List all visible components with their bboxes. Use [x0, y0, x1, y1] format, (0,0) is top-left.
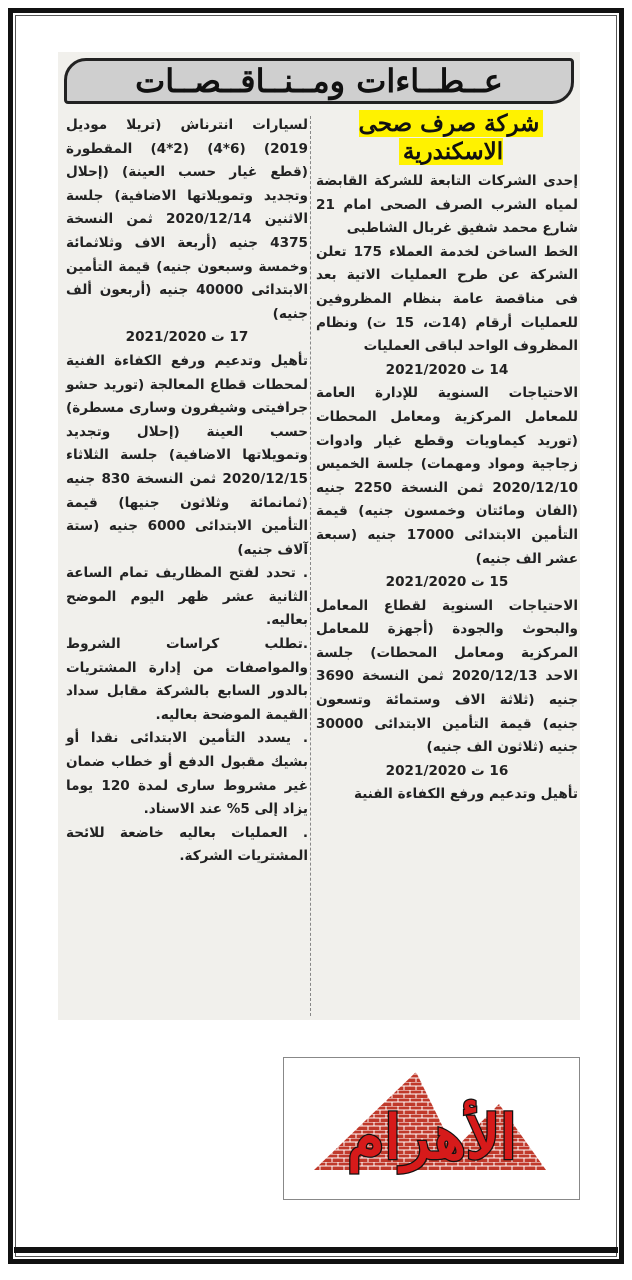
paragraph: . تحدد لفتح المظاريف تمام الساعة الثانية عشر ظهر اليوم الموضح بعاليه.	[66, 565, 308, 629]
company-heading	[346, 110, 556, 166]
paragraph: . يسدد التأمين الابتدائى نقدا أو بشيك مقبول الدفع أو خطاب ضمان غير مشروط سارى لمدة 120 يوما يزاد إلى 5% عند الاسناد.	[66, 730, 308, 818]
tender-number: 16 ت 2021/2020	[385, 762, 509, 779]
tender-number: 17 ت 2021/2020	[125, 329, 249, 346]
tender-number: 15 ت 2021/2020	[385, 574, 509, 591]
newspaper-clipping	[58, 52, 580, 1020]
bottom-rule	[14, 1247, 618, 1253]
tender-number: 14 ت 2021/2020	[385, 361, 509, 378]
logo-wordmark: الأهرام	[347, 1103, 517, 1173]
section-banner	[64, 58, 574, 104]
right-column	[316, 170, 578, 807]
paragraph: الاحتياجات السنوية للإدارة العامة للمعامل المركزية ومعامل المحطات (توريد كيماويات وقطع غيار وادوات زجاجية ومواد ومهمات) جلسة الخميس 2020/12/10 ثمن النسخة 2250 جنيه (الفان ومائتان وخمسون جنيه) قيمة التأمين الابتدائى 17000 جنيه (سبعة عشر الف جنيه)	[316, 385, 579, 567]
company-name: شركة صرف صحى الاسكندرية	[359, 110, 544, 165]
paragraph: تأهيل وتدعيم ورفع الكفاءة الفنية	[353, 786, 578, 803]
paragraph: . العمليات بعاليه خاضعة للائحة المشتريات الشركة.	[66, 824, 308, 865]
ahram-logo-box	[283, 1057, 580, 1200]
column-divider	[310, 116, 312, 1016]
paragraph: الخط الساخن لخدمة العملاء 175 تعلن الشركة عن طرح العمليات الاتية بعد فى مناقصة عامة بنظام المظروفين للعمليات أرقام (14ت، 15 ت) ونظام المظروف الواحد لباقى العمليات	[316, 243, 579, 355]
ahram-logo	[284, 1058, 579, 1199]
paragraph: إحدى الشركات التابعة للشركة القابضة لمياه الشرب الصرف الصحى امام 21 شارع محمد شفيق غربال الشاطبى	[316, 173, 578, 237]
banner-title: عــطــاءات ومــنــاقــصــات	[135, 62, 503, 100]
paragraph: .تطلب كراسات الشروط والمواصفات من إدارة المشتريات بالدور السابع بالشركة مقابل سداد القيمة الموضحة بعاليه.	[66, 636, 308, 723]
paragraph: تأهيل وتدعيم ورفع الكفاءة الفنية لمحطات قطاع المعالجة (توريد حشو جرافيتى وشيفرون وسارى مسطرة) حسب العينة (إحلال وتجديد وتمويلاتها الاضافية) جلسة الثلاثاء 2020/12/15 ثمن النسخة 830 جنيه (ثمانمائة وثلاثون جنيها) قيمة التأمين الابتدائى 6000 جنيه (ستة آلاف جنيه)	[66, 352, 308, 558]
left-column	[66, 114, 308, 869]
paragraph: لسيارات انترناش (تريلا موديل 2019) (6*4) (2*4) المقطورة (قطع غيار حسب العينة) (إحلال وتجديد وتمويلاتها الاضافية) جلسة الاثنين 2020/12/14 ثمن النسخة 4375 جنيه (أربعة الاف وثلاثمائة وخمسة وسبعون جنيه) قيمة التأمين الابتدائى 40000 جنيه (أربعون ألف جنيه)	[66, 117, 309, 322]
paragraph: الاحتياجات السنوية لقطاع المعامل والبحوث والجودة (أجهزة للمعامل المركزية ومعامل المحطات) جلسة الاحد 2020/12/13 ثمن النسخة 3690 جنيه (ثلاثة الاف وستمائة وتسعون جنيه) قيمة التأمين الابتدائى 30000 جنيه (ثلاثون الف جنيه)	[316, 597, 578, 756]
